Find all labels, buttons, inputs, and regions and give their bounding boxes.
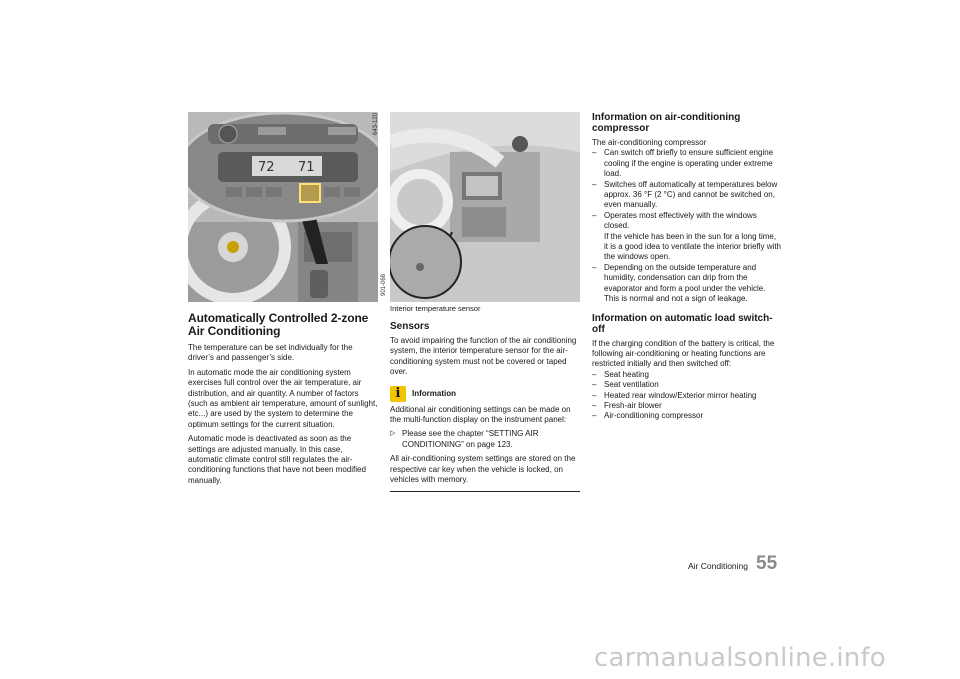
load-switchoff-list <box>592 370 782 422</box>
page-footer <box>688 553 777 575</box>
section-paragraph: The temperature can be set individually for the driver’s and passenger’s side. <box>188 343 353 363</box>
list-item: – Switches off automatically at temperatures below approx. 36 °F (2 °C) and cannot be switched on, even manually. <box>592 179 778 210</box>
instruction-step-text: Please see the chapter “SETTING AIR CONDITIONING” on page 123. <box>402 429 539 449</box>
sensors-text: To avoid impairing the function of the air conditioning system, the interior temperature sensor for the air-conditioning system must not be covered or taped over. <box>390 336 577 377</box>
information-box <box>390 386 580 493</box>
auto-button-highlight <box>300 184 320 202</box>
footer-chapter-label: Air Conditioning <box>688 561 749 571</box>
information-note: All air-conditioning system settings are stored on the respective car key when the vehicle is locked, on vehicles with memory. <box>390 454 576 485</box>
climate-control-illustration <box>188 112 378 302</box>
watermark: carmanualsonline.info <box>594 643 886 673</box>
sensors-title: Sensors <box>390 321 430 332</box>
display-left-temp: 72 <box>258 160 275 175</box>
figure-caption: Interior temperature sensor <box>390 304 481 313</box>
list-item: – Operates most effectively with the windows closed. If the vehicle has been in the sun for a long time, it is a good idea to ventilate the interior briefly with the windows open. <box>592 210 781 262</box>
column-right <box>592 112 782 426</box>
column-middle <box>390 112 580 492</box>
section-paragraph: In automatic mode the air conditioning system exercises full control over the air temperature, air distribution, and air quantity. A number of factors (such as ambient air temperature, amount of sunlight, etc...) are used by the system to determine the optimum settings for the current situation. <box>188 367 378 429</box>
compressor-intro: The air-conditioning compressor <box>592 138 707 147</box>
sensor-figure <box>390 112 580 302</box>
list-item: – Depending on the outside temperature and humidity, condensation can drip from the evaporator and form a pool under the vehicle. This is normal and not a sign of leakage. <box>592 262 766 304</box>
load-switchoff-title: Information on automatic load switch-off <box>592 312 773 335</box>
climate-control-figure <box>188 112 378 302</box>
information-header <box>390 386 580 402</box>
list-item: – Seat heating <box>592 369 649 379</box>
list-item: – Fresh-air blower <box>592 400 662 410</box>
load-switchoff-intro: If the charging condition of the battery is critical, the following air-conditioning or heating functions are restricted initially and then switched off: <box>592 338 775 369</box>
information-title: Information <box>412 389 456 399</box>
compressor-list <box>592 148 782 304</box>
sensor-illustration <box>390 112 580 302</box>
crest-emblem <box>227 241 239 253</box>
compressor-title: Information on air-conditioning compressor <box>592 112 741 134</box>
section-paragraph: Automatic mode is deactivated as soon as the settings are adjusted manually. In this case, automatic climate control still regulates the air-conditioning functions that have not been modified manually. <box>188 434 366 485</box>
list-item: – Can switch off briefly to ensure sufficient engine cooling if the engine is operating under extreme load. <box>592 148 774 179</box>
column-left <box>188 112 378 490</box>
information-text: Additional air conditioning settings can be made on the multi-function display on the instrument panel: <box>390 404 571 425</box>
figure-code-right: 901-068 <box>381 273 387 296</box>
instruction-step <box>390 429 580 450</box>
figure-code-left: 643-120 <box>373 112 379 135</box>
sensor-opening-icon <box>416 263 424 271</box>
display-right-temp: 71 <box>298 160 315 175</box>
list-item: – Air-conditioning compressor <box>592 411 704 421</box>
section-title: Automatically Controlled 2-zone Air Conditioning <box>188 311 369 338</box>
information-icon: i <box>390 386 406 402</box>
page-number: 55 <box>756 553 778 574</box>
list-item: – Heated rear window/Exterior mirror heating <box>592 390 757 400</box>
list-item: – Seat ventilation <box>592 380 659 390</box>
step-arrow-icon: ▷ <box>390 430 396 438</box>
